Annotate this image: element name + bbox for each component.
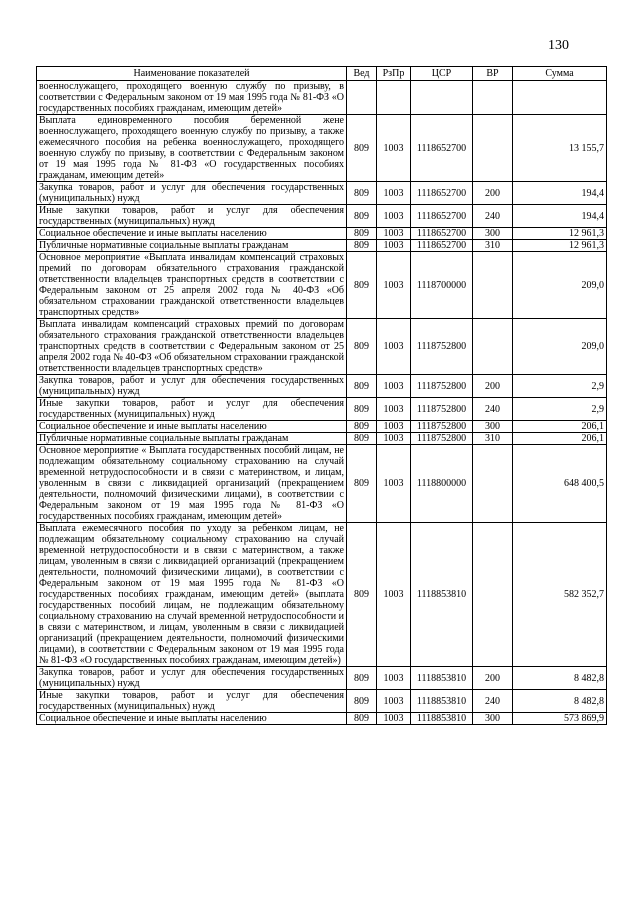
row-vr-cell [473,319,513,375]
row-ved-cell: 809 [347,445,377,523]
row-name-cell: Закупка товаров, работ и услуг для обеспечения государственных (муниципальных) нужд [37,182,347,205]
row-name-cell: Иные закупки товаров, работ и услуг для обеспечения государственных (муниципальных) нужд [37,205,347,228]
row-ved-cell: 809 [347,421,377,433]
table-row [37,205,607,228]
row-vr-cell: 200 [473,375,513,398]
table-row [37,182,607,205]
header-ved: Вед [347,67,377,81]
row-vr-cell: 300 [473,713,513,725]
row-rzpr-cell: 1003 [377,182,411,205]
row-ved-cell: 809 [347,182,377,205]
row-ved-cell: 809 [347,667,377,690]
header-vr: ВР [473,67,513,81]
row-vr-cell: 300 [473,421,513,433]
header-rzpr: РзПр [377,67,411,81]
row-rzpr-cell: 1003 [377,713,411,725]
row-csr-cell: 1118652700 [411,240,473,252]
table-row [37,421,607,433]
header-csr: ЦСР [411,67,473,81]
row-name-cell: Иные закупки товаров, работ и услуг для обеспечения государственных (муниципальных) нужд [37,398,347,421]
table-row [37,398,607,421]
row-name-cell: Социальное обеспечение и иные выплаты населению [37,713,347,725]
row-sum-cell: 8 482,8 [513,690,607,713]
table-row [37,690,607,713]
row-csr-cell: 1118853810 [411,690,473,713]
table-row [37,445,607,523]
row-ved-cell [347,81,377,115]
row-name-cell: Выплата ежемесячного пособия по уходу за ребенком лицам, не подлежащим обязательному социальному страхованию на случай временной нетрудоспособности и в связи с материнством, а также лицам, уволенным в связи с ликвидацией организаций (прекращением деятельности, полномочий физическими лицами), в соответствии с Федеральным законом от 19 мая 1995 года № 81-ФЗ «О государственных пособиях гражданам, имеющим детей» (выплата государственных пособий лицам, не подлежащим обязательному социальному страхованию на случай временной нетрудоспособности и в связи с материнством, и лицам, уволенным в связи с ликвидацией организаций (прекращением деятельности, полномочий физическими лицами), в соответствии с Федеральным законом от 19 мая 1995 года № 81-ФЗ «О государственных пособиях гражданам, имеющим детей») [37,523,347,667]
row-sum-cell: 194,4 [513,182,607,205]
row-vr-cell [473,115,513,182]
row-rzpr-cell: 1003 [377,398,411,421]
budget-table [36,66,607,725]
table-row [37,713,607,725]
row-sum-cell: 648 400,5 [513,445,607,523]
row-vr-cell: 200 [473,667,513,690]
row-name-cell: Социальное обеспечение и иные выплаты населению [37,421,347,433]
row-sum-cell: 582 352,7 [513,523,607,667]
row-rzpr-cell: 1003 [377,667,411,690]
row-sum-cell: 13 155,7 [513,115,607,182]
row-name-cell: Закупка товаров, работ и услуг для обеспечения государственных (муниципальных) нужд [37,375,347,398]
row-name-cell: Социальное обеспечение и иные выплаты населению [37,228,347,240]
row-csr-cell [411,81,473,115]
row-vr-cell [473,445,513,523]
table-row [37,319,607,375]
table-row [37,115,607,182]
row-vr-cell [473,523,513,667]
row-ved-cell: 809 [347,433,377,445]
row-rzpr-cell: 1003 [377,240,411,252]
row-ved-cell: 809 [347,398,377,421]
row-csr-cell: 1118853810 [411,523,473,667]
row-csr-cell: 1118800000 [411,445,473,523]
row-csr-cell: 1118752800 [411,398,473,421]
table-row [37,433,607,445]
row-rzpr-cell: 1003 [377,690,411,713]
row-sum-cell: 194,4 [513,205,607,228]
row-rzpr-cell: 1003 [377,115,411,182]
row-vr-cell: 310 [473,240,513,252]
row-rzpr-cell: 1003 [377,421,411,433]
row-ved-cell: 809 [347,240,377,252]
row-csr-cell: 1118853810 [411,667,473,690]
row-rzpr-cell [377,81,411,115]
row-vr-cell [473,252,513,319]
row-ved-cell: 809 [347,690,377,713]
table-row [37,228,607,240]
row-ved-cell: 809 [347,523,377,667]
row-csr-cell: 1118700000 [411,252,473,319]
row-ved-cell: 809 [347,713,377,725]
row-name-cell: Выплата единовременного пособия беременной жене военнослужащего, проходящего военную службу по призыву, а также ежемесячного пособия на ребенка военнослужащего, проходящего военную службу по призыву, в соответствии с Федеральным законом от 19 мая 1995 года № 81-ФЗ «О государственных пособиях гражданам, имеющим детей» [37,115,347,182]
table-row [37,252,607,319]
row-csr-cell: 1118652700 [411,205,473,228]
row-rzpr-cell: 1003 [377,375,411,398]
row-sum-cell: 209,0 [513,319,607,375]
row-name-cell: Основное мероприятие « Выплата государственных пособий лицам, не подлежащим обязательному социальному страхованию на случай временной нетрудоспособности и в связи с материнством, и лицам, уволенным в связи с ликвидацией организаций (прекращением деятельности, полномочий физическими лицами), в соответствии с Федеральным законом от 19 мая 1995 года № 81-ФЗ «О государственных пособиях гражданам, имеющим детей» [37,445,347,523]
row-vr-cell [473,81,513,115]
row-vr-cell: 310 [473,433,513,445]
row-ved-cell: 809 [347,228,377,240]
table-body [37,81,607,725]
row-csr-cell: 1118652700 [411,115,473,182]
row-sum-cell: 2,9 [513,375,607,398]
page-number: 130 [548,38,569,53]
row-rzpr-cell: 1003 [377,319,411,375]
row-csr-cell: 1118752800 [411,375,473,398]
row-sum-cell: 8 482,8 [513,667,607,690]
row-sum-cell [513,81,607,115]
row-vr-cell: 300 [473,228,513,240]
table-row [37,375,607,398]
table-row [37,523,607,667]
row-vr-cell: 240 [473,690,513,713]
row-vr-cell: 240 [473,398,513,421]
row-csr-cell: 1118652700 [411,182,473,205]
row-name-cell: Публичные нормативные социальные выплаты гражданам [37,433,347,445]
row-sum-cell: 12 961,3 [513,240,607,252]
row-csr-cell: 1118853810 [411,713,473,725]
row-vr-cell: 240 [473,205,513,228]
row-csr-cell: 1118752800 [411,433,473,445]
row-name-cell: Основное мероприятие «Выплата инвалидам компенсаций страховых премий по договорам обязательного страхования гражданской ответственности владельцев транспортных средств в соответствии с Федеральным законом от 25 апреля 2002 года № 40-ФЗ «Об обязательном страховании гражданской ответственности владельцев транспортных средств» [37,252,347,319]
table-row [37,81,607,115]
row-name-cell: военнослужащего, проходящего военную службу по призыву, в соответствии с Федеральным законом от 19 мая 1995 года № 81-ФЗ «О государственных пособиях гражданам, имеющим детей» [37,81,347,115]
row-ved-cell: 809 [347,319,377,375]
row-ved-cell: 809 [347,205,377,228]
row-rzpr-cell: 1003 [377,445,411,523]
header-name: Наименование показателей [37,67,347,81]
row-rzpr-cell: 1003 [377,228,411,240]
row-rzpr-cell: 1003 [377,433,411,445]
row-sum-cell: 12 961,3 [513,228,607,240]
row-vr-cell: 200 [473,182,513,205]
row-csr-cell: 1118752800 [411,319,473,375]
row-ved-cell: 809 [347,252,377,319]
header-sum: Сумма [513,67,607,81]
row-sum-cell: 206,1 [513,421,607,433]
row-sum-cell: 206,1 [513,433,607,445]
row-ved-cell: 809 [347,115,377,182]
row-csr-cell: 1118752800 [411,421,473,433]
row-name-cell: Публичные нормативные социальные выплаты гражданам [37,240,347,252]
row-sum-cell: 573 869,9 [513,713,607,725]
table-row [37,240,607,252]
row-name-cell: Выплата инвалидам компенсаций страховых премий по договорам обязательного страхования гражданской ответственности владельцев транспортных средств в соответствии с Федеральным законом от 25 апреля 2002 года № 40-ФЗ «Об обязательном страховании гражданской ответственности владельцев транспортных средств» [37,319,347,375]
row-csr-cell: 1118652700 [411,228,473,240]
row-name-cell: Закупка товаров, работ и услуг для обеспечения государственных (муниципальных) нужд [37,667,347,690]
row-name-cell: Иные закупки товаров, работ и услуг для обеспечения государственных (муниципальных) нужд [37,690,347,713]
row-ved-cell: 809 [347,375,377,398]
table-header-row [37,67,607,81]
row-rzpr-cell: 1003 [377,205,411,228]
row-rzpr-cell: 1003 [377,252,411,319]
row-rzpr-cell: 1003 [377,523,411,667]
row-sum-cell: 209,0 [513,252,607,319]
row-sum-cell: 2,9 [513,398,607,421]
table-row [37,667,607,690]
